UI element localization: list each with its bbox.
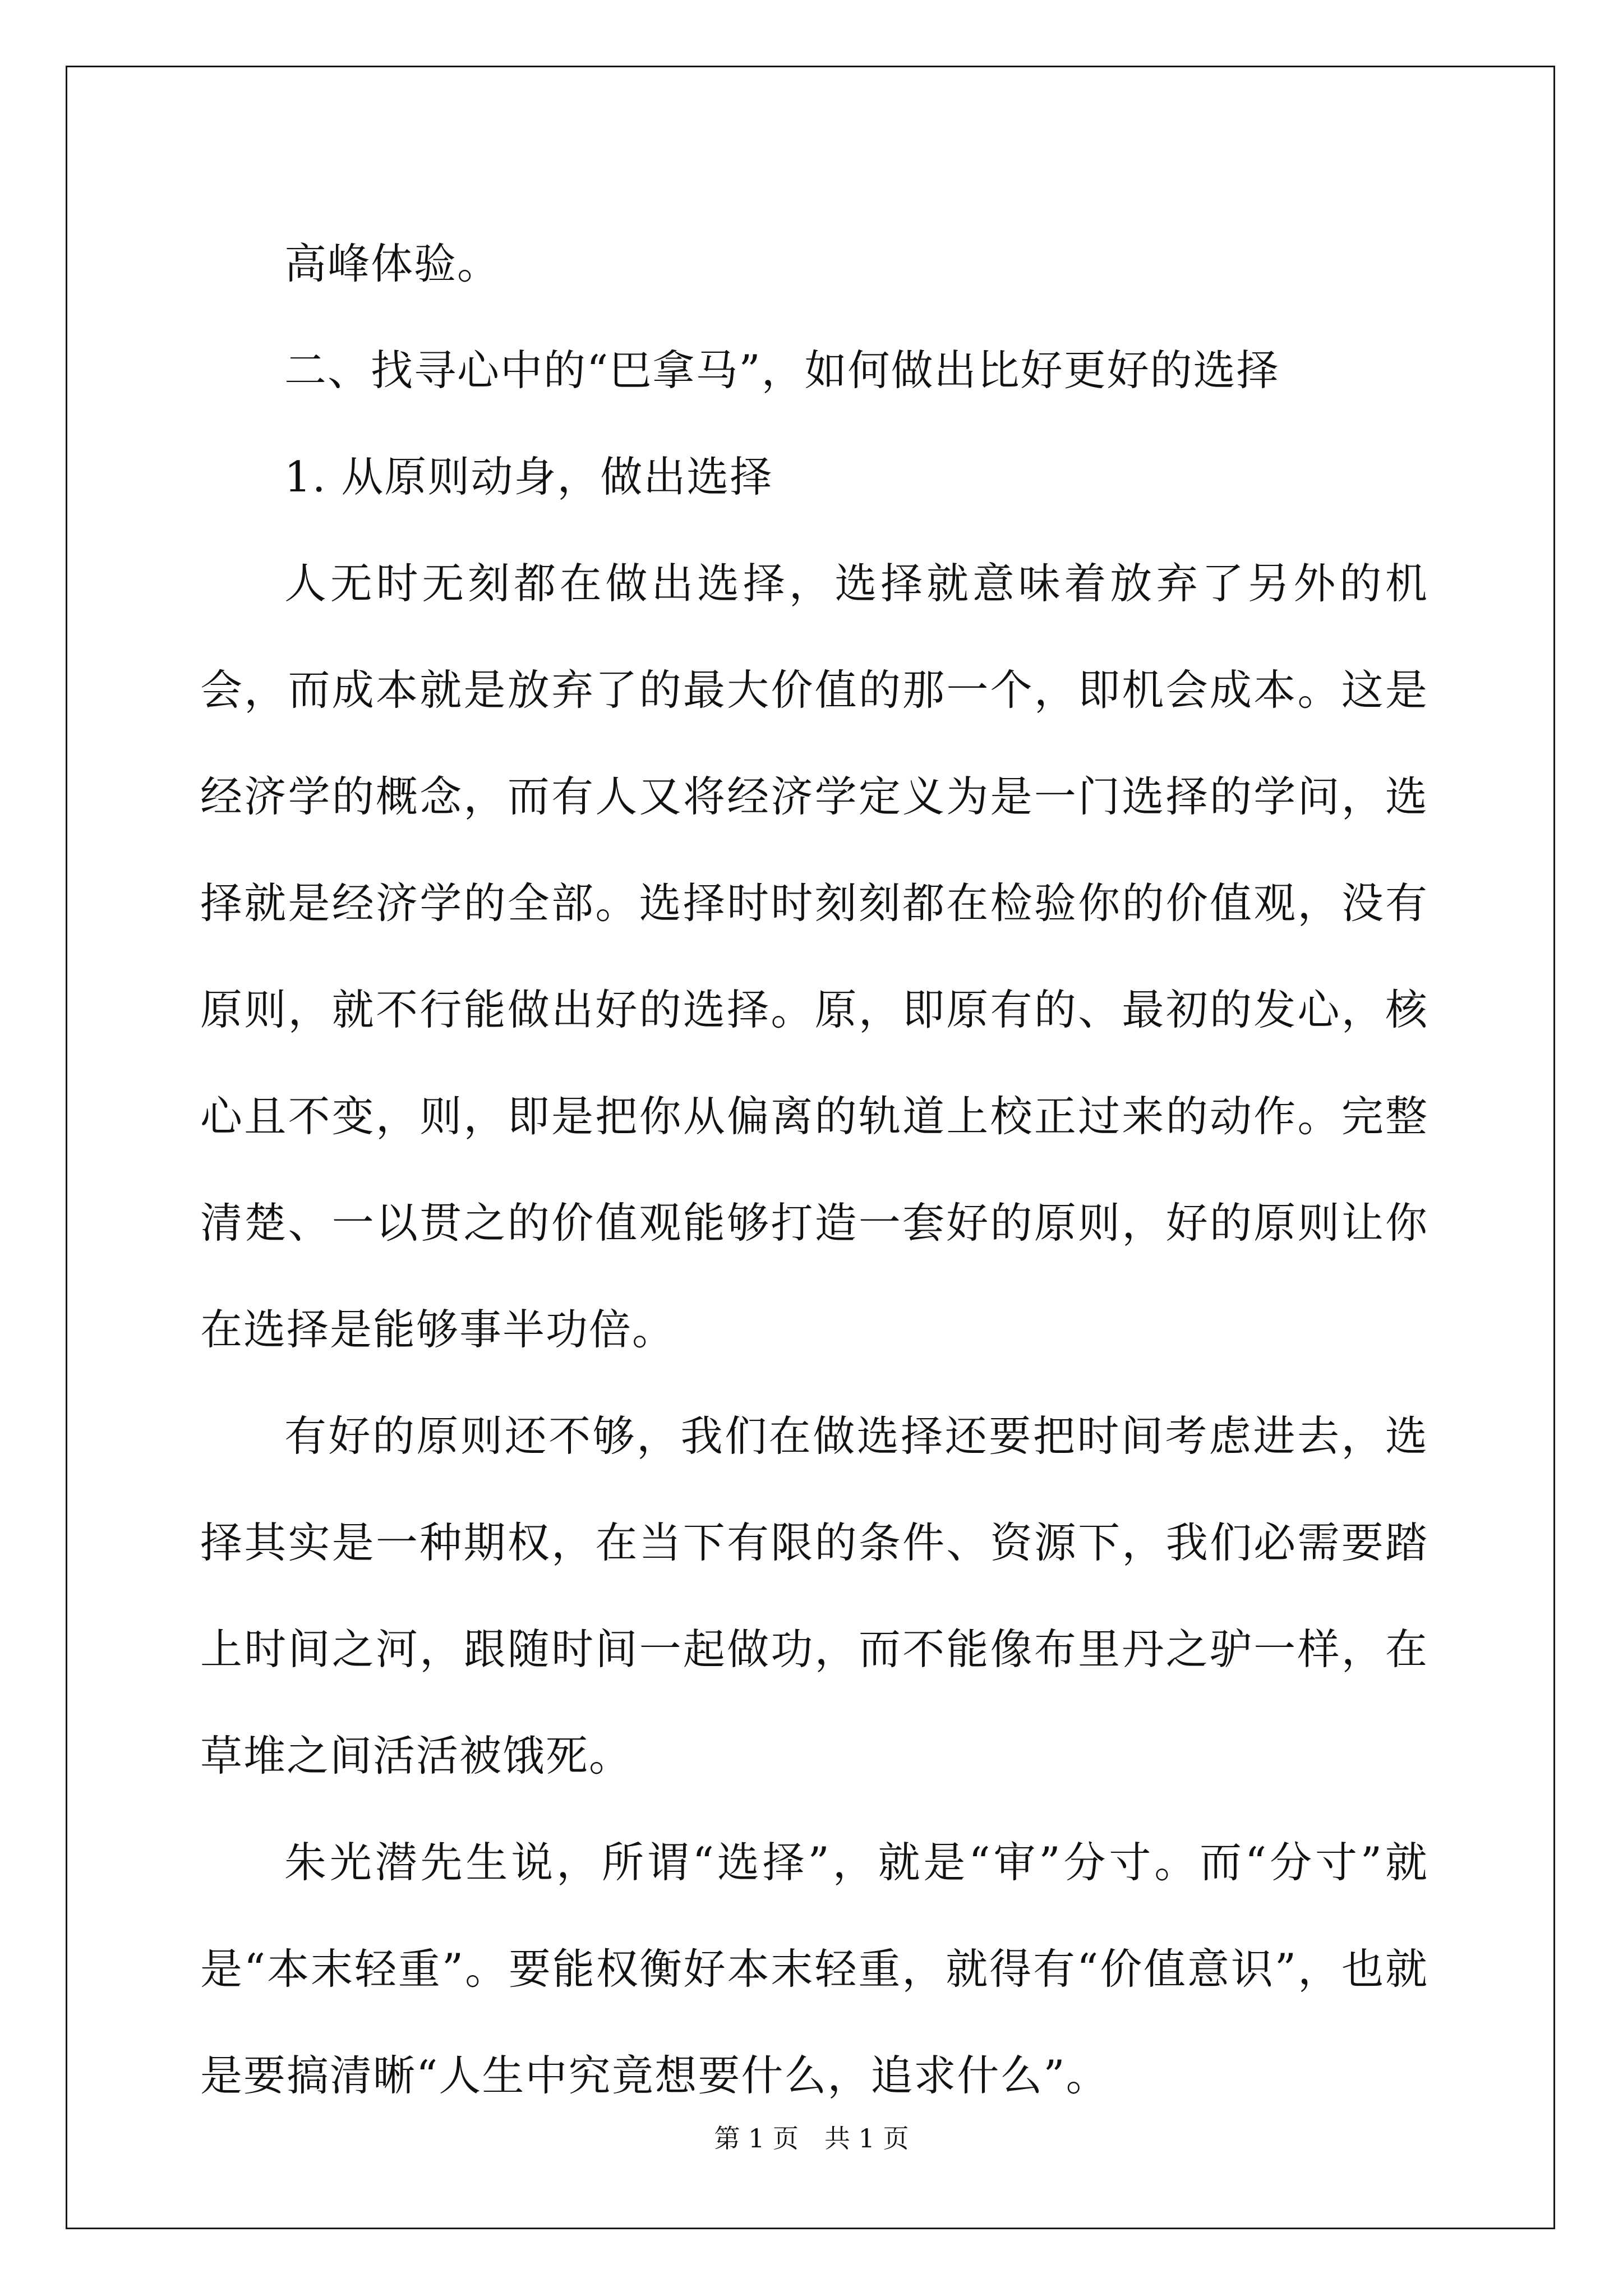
document-body — [200, 210, 1428, 2129]
page-footer: 第 1 页 共 1 页 — [714, 2123, 909, 2154]
body-paragraph: 朱光潜先生说，所谓“选择”，就是“审”分寸。而“分寸”就是“本末轻重”。要能权衡好本末轻重，就得有“价值意识”，也就是要搞清晰“人生中究竟想要什么，追求什么”。 — [200, 1838, 1428, 2100]
body-paragraph: 有好的原则还不够，我们在做选择还要把时间考虑进去，选择其实是一种期权，在当下有限的条件、资源下，我们必需要踏上时间之河，跟随时间一起做功，而不能像布里丹之驴一样，在草堆之间活活被饿死。 — [200, 1411, 1428, 1780]
paragraph-continuation: 高峰体验。 — [284, 239, 501, 288]
body-paragraph: 人无时无刻都在做出选择，选择就意味着放弃了另外的机会，而成本就是放弃了的最大价值的那一个，即机会成本。这是经济学的概念，而有人又将经济学定义为是一门选择的学问，选择就是经济学的全部。选择时时刻刻都在检验你的价值观，没有原则，就不行能做出好的选择。原，即原有的、最初的发心，核心且不变，则，即是把你从偏离的轨道上校正过来的动作。完整清楚、一以贯之的价值观能够打造一套好的原则，好的原则让你在选择是能够事半功倍。 — [200, 559, 1428, 1354]
subsection-heading: 1. 从原则动身，做出选择 — [284, 452, 773, 501]
section-heading: 二、找寻心中的“巴拿马”，如何做出比好更好的选择 — [284, 346, 1280, 395]
